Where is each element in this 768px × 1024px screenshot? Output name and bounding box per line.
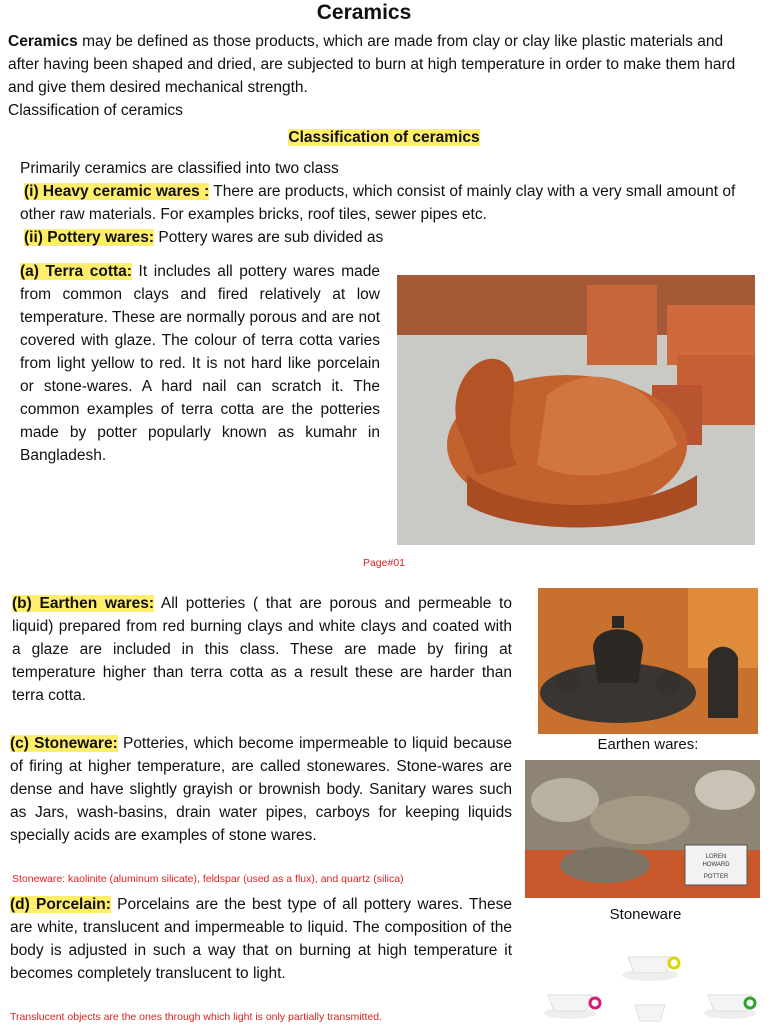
section-heading-wrap xyxy=(0,126,768,149)
section-heading: Classification of ceramics xyxy=(288,129,480,146)
stoneware-label: (c) Stoneware: xyxy=(10,735,118,752)
porcelain-note: Translucent objects are the ones through which light is only partially transmitted. xyxy=(10,1011,382,1023)
stoneware-caption: Stoneware xyxy=(609,906,682,923)
potter-sign-line-1: LOREN xyxy=(705,854,727,860)
terracotta-paragraph xyxy=(20,260,380,467)
stoneware-paragraph xyxy=(10,732,512,847)
potter-sign-line-3: POTTER xyxy=(703,874,729,880)
earthen-photo xyxy=(538,588,758,734)
page-title: Ceramics xyxy=(316,1,412,24)
earthen-label: (b) Earthen wares: xyxy=(12,595,155,612)
stoneware-note: Stoneware: kaolinite (aluminum silicate), feldspar (used as a flux), and quartz (silica) xyxy=(12,873,404,885)
porcelain-paragraph xyxy=(10,893,512,985)
page-number: Page#01 xyxy=(362,557,406,569)
pottery-text: Pottery wares are sub divided as xyxy=(154,229,384,246)
terracotta-label: (a) Terra cotta: xyxy=(20,263,132,280)
heavy-label: (i) Heavy ceramic wares : xyxy=(24,183,210,200)
earthen-paragraph xyxy=(12,592,512,707)
primary-text: Primarily ceramics are classified into two class xyxy=(20,160,339,177)
terracotta-swan-illustration xyxy=(397,275,755,545)
intro-paragraph xyxy=(8,30,750,122)
porcelain-cups-illustration xyxy=(540,935,760,1024)
stoneware-text: Potteries, which become impermeable to liquid because of firing at higher temperature, are called stonewares. Stone-wares are dense and have slightly grayish or brownish body. Sanitary wares such as Jars, wash-basins, drain water pipes, carboys for keeping liquids specially acids are examples of stone wares. xyxy=(10,735,512,844)
stoneware-pots-illustration xyxy=(525,760,760,898)
intro-line2: Classification of ceramics xyxy=(8,102,183,119)
heavy-text: There are products, which consist of mainly clay with a very small amount of other raw materials. For examples bricks, roof tiles, sewer pipes etc. xyxy=(20,183,736,223)
porcelain-label: (d) Porcelain: xyxy=(10,896,111,913)
earthen-pots-illustration xyxy=(538,588,758,734)
porcelain-text: Porcelains are the best type of all pottery wares. These are white, translucent and impermeable to liquid. The composition of the body is adjusted in such a way that on burning at high temperature it becomes completely translucent to light. xyxy=(10,896,512,982)
potter-sign-line-2: HOWARD xyxy=(702,862,730,868)
pottery-label: (ii) Pottery wares: xyxy=(24,229,155,246)
primary-paragraph xyxy=(20,157,755,249)
earthen-caption: Earthen wares: xyxy=(597,736,699,753)
terracotta-text: It includes all pottery wares made from common clays and fired relatively at low temperature. These are normally porous and are not covered with glaze. The colour of terra cotta varies from light yellow to red. It is not hard like porcelain or stone-wares. A hard nail can scratch it. The common examples of terra cotta are the potteries made by potter popularly known as kumahr in Bangladesh. xyxy=(20,263,380,464)
stoneware-photo xyxy=(525,760,760,898)
earthen-text: All potteries ( that are porous and permeable to liquid) prepared from red burning clays and white clays and coated with a glaze are included in this class. These are made by firing at temperature higher than terra cotta as a result these are harder than terra cotta. xyxy=(12,595,512,704)
intro-text: may be defined as those products, which are made from clay or clay like plastic materials and after having been shaped and dried, are subjected to burn at high temperature in order to make them hard and give them desired mechanical strength. xyxy=(8,33,736,96)
porcelain-photo xyxy=(540,935,760,1024)
intro-term: Ceramics xyxy=(8,33,78,50)
terracotta-photo xyxy=(397,275,755,545)
